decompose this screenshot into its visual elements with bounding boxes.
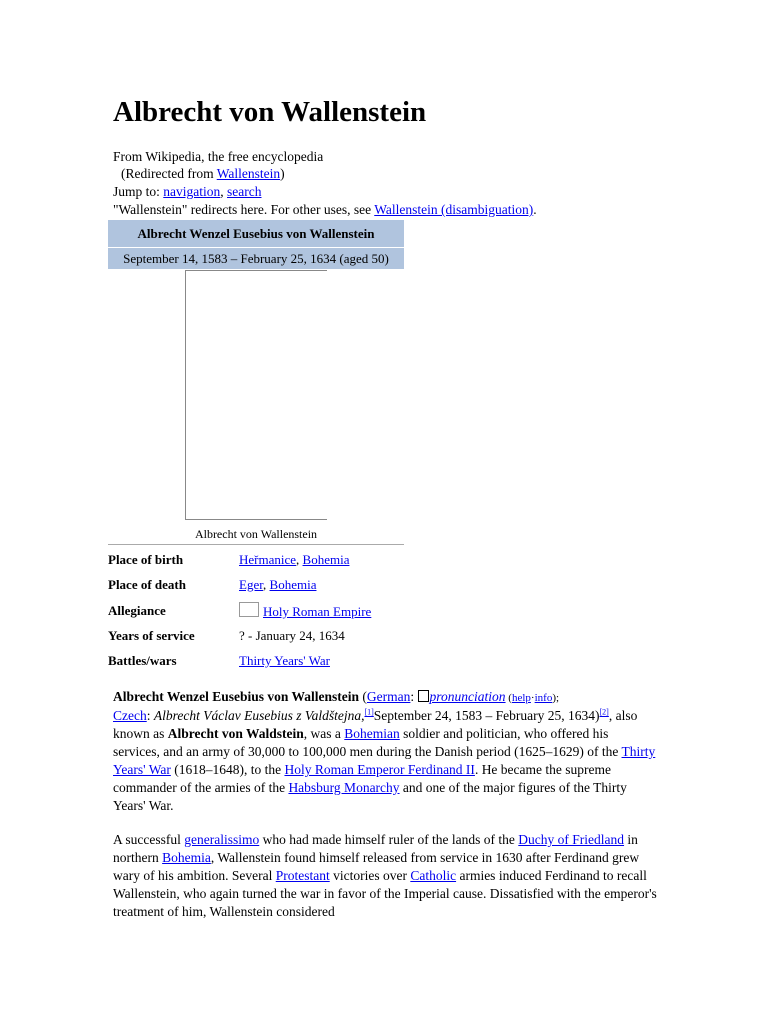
- image-caption: Albrecht von Wallenstein: [194, 527, 318, 541]
- tagline: From Wikipedia, the free encyclopedia: [113, 149, 324, 164]
- redirect-source-link[interactable]: Wallenstein: [216, 166, 281, 181]
- text: soldier and politician, who offered his services, and an army of 30,000 to 100,000 men during the Danish period (1625–1629) of the: [113, 726, 622, 759]
- czech-name: Albrecht Václav Eusebius z Valdštejna: [153, 708, 362, 723]
- alt-name: Albrecht von Waldstein: [167, 726, 304, 741]
- text: in northern: [113, 832, 638, 865]
- death-sep: ,: [263, 577, 270, 592]
- intro-paragraph: [113, 688, 658, 815]
- jump-links: [113, 183, 262, 201]
- redirect-suffix: ): [280, 166, 285, 181]
- hatnote-suffix: .: [533, 202, 537, 217]
- infobox-name: Albrecht Wenzel Eusebius von Wallenstein: [108, 220, 404, 248]
- disambiguation-link[interactable]: Wallenstein (disambiguation): [374, 202, 534, 217]
- habsburg-monarchy-link[interactable]: Habsburg Monarchy: [288, 780, 400, 795]
- hatnote-prefix: "Wallenstein" redirects here. For other uses, see: [113, 202, 375, 217]
- text: , also known as: [113, 708, 638, 741]
- death-value: [239, 576, 316, 594]
- ref-2-link[interactable]: [2]: [599, 707, 609, 717]
- pronunciation-link[interactable]: pronunciation: [429, 689, 506, 704]
- service-value: ? - January 24, 1634: [239, 628, 345, 643]
- death-label: Place of death: [108, 577, 186, 592]
- holy-roman-empire-link[interactable]: Holy Roman Empire: [263, 604, 372, 619]
- duchy-of-friedland-link[interactable]: Duchy of Friedland: [518, 832, 625, 847]
- bohemian-link[interactable]: Bohemian: [344, 726, 400, 741]
- portrait-image-placeholder[interactable]: [185, 270, 327, 520]
- catholic-link[interactable]: Catholic: [410, 868, 457, 883]
- text: , Wallenstein found himself released from service in 1630 after Ferdinand grew wary of his ambition. Several: [113, 850, 640, 883]
- infobox-header: [108, 220, 404, 269]
- czech-link[interactable]: Czech: [113, 708, 147, 723]
- german-link[interactable]: German: [366, 689, 411, 704]
- text: );: [552, 692, 560, 704]
- text: . He became the supreme commander of the armies of the: [113, 762, 611, 795]
- birth-value: [239, 551, 349, 569]
- jump-navigation-link[interactable]: navigation: [163, 184, 221, 199]
- infobox-divider: [108, 544, 404, 545]
- text: :: [410, 689, 418, 704]
- text: , was a: [303, 726, 345, 741]
- text: (: [505, 692, 512, 704]
- text: A successful: [113, 832, 185, 847]
- hatnote: [113, 201, 537, 219]
- bohemia-link[interactable]: Bohemia: [302, 552, 350, 567]
- allegiance-value: [239, 602, 371, 621]
- service-label: Years of service: [108, 628, 195, 643]
- text: victories over: [329, 868, 411, 883]
- text: ·: [530, 692, 535, 704]
- jump-prefix: Jump to:: [113, 184, 164, 199]
- bohemia-link-3[interactable]: Bohemia: [162, 850, 211, 865]
- protestant-link[interactable]: Protestant: [275, 868, 330, 883]
- birth-sep: ,: [296, 552, 303, 567]
- jump-sep: ,: [220, 184, 228, 199]
- text: armies induced Ferdinand to recall Wallenstein, who again turned the war in favor of the Imperial cause. Dissatisfied with the emperor's treatment of him, Wallenstein considered: [113, 868, 657, 919]
- generalissimo-link[interactable]: generalissimo: [184, 832, 260, 847]
- info-link[interactable]: info: [534, 692, 553, 704]
- eger-link[interactable]: Eger: [239, 577, 264, 592]
- battles-label: Battles/wars: [108, 653, 177, 668]
- jump-search-link[interactable]: search: [227, 184, 262, 199]
- second-paragraph: [113, 831, 658, 921]
- text: :: [146, 708, 154, 723]
- birth-label: Place of birth: [108, 552, 184, 567]
- ferdinand-ii-link[interactable]: Holy Roman Emperor Ferdinand II: [284, 762, 475, 777]
- hermanice-link[interactable]: Heřmanice: [239, 552, 297, 567]
- text: and one of the major figures of the Thirty Years' War.: [113, 780, 627, 813]
- text: ,: [361, 708, 365, 723]
- infobox-dates: September 14, 1583 – February 25, 1634 (aged 50): [123, 251, 389, 266]
- battles-value: [239, 652, 330, 670]
- text: (1618–1648), to the: [170, 762, 285, 777]
- thirty-years-war-link-2[interactable]: Thirty Years' War: [113, 744, 656, 777]
- speaker-icon: [418, 690, 429, 702]
- ref-1-link[interactable]: [1]: [364, 707, 374, 717]
- allegiance-label: Allegiance: [108, 603, 166, 618]
- help-link[interactable]: help: [511, 692, 531, 704]
- page-title: Albrecht von Wallenstein: [113, 96, 427, 128]
- text: who had made himself ruler of the lands of the: [259, 832, 519, 847]
- thirty-years-war-link[interactable]: Thirty Years' War: [239, 653, 330, 668]
- text: September 24, 1583 – February 25, 1634): [373, 708, 600, 723]
- redirect-note: [113, 165, 285, 183]
- subject-name: Albrecht Wenzel Eusebius von Wallenstein: [113, 689, 360, 704]
- redirect-prefix: (Redirected from: [121, 166, 217, 181]
- bohemia-link-2[interactable]: Bohemia: [269, 577, 317, 592]
- text: (: [359, 689, 367, 704]
- flag-icon: [239, 602, 259, 617]
